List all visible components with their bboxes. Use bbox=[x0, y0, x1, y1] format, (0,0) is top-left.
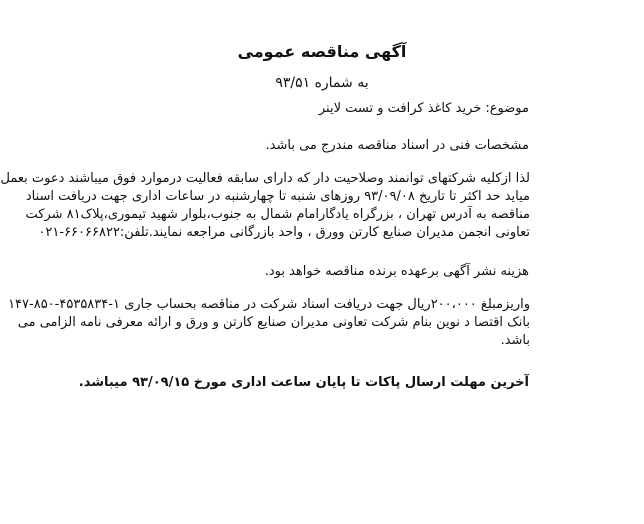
payment-line-2: بانک اقتصا د نوین بنام شرکت تعاونی مدیران صنایع کارتن و ورق و ارائه معرفی نامه الزامی می bbox=[17, 315, 530, 330]
subject-line: موضوع: خرید کاغذ کرافت و تست لاینر bbox=[318, 101, 529, 116]
tender-number: به شماره ۹۳/۵۱ bbox=[275, 75, 369, 91]
payment-line-3: باشد. bbox=[500, 333, 530, 348]
specs-line: مشخصات فنی در اسناد مناقصه مندرج می باشد. bbox=[265, 138, 529, 153]
payment-paragraph bbox=[8, 296, 530, 350]
cost-note: هزینه نشر آگهی برعهده برنده مناقصه خواهد بود. bbox=[264, 264, 529, 279]
invitation-line-1: لذا ازکلیه شرکتهای توانمند وصلاحیت دار که دارای سابقه فعالیت درموارد فوق میباشند دعوت بعمل bbox=[0, 171, 530, 186]
deadline-line: آخرین مهلت ارسال پاکات تا پایان ساعت اداری مورخ ۹۳/۰۹/۱۵ میباشد. bbox=[78, 375, 529, 390]
invitation-line-4: تعاونی انجمن مدیران صنایع کارتن وورق ، واحد بازرگانی مراجعه نمایند.تلفن:۶۶۰۶۶۸۲۲-۰۲۱ bbox=[38, 225, 530, 240]
payment-line-1: واریزمبلغ ۲۰۰،۰۰۰ریال جهت دریافت اسناد شرکت در مناقصه بحساب جاری ۱-۴۵۳۵۸۳۴-۸۵۰-۱۴۷ bbox=[8, 297, 530, 312]
document-title: آگهی مناقصه عمومی bbox=[237, 42, 407, 61]
invitation-line-3: مناقصه به آدرس تهران ، بزرگراه یادگارامام شمال به جنوب،بلوار شهید تیموری،پلاک۸۱ شرکت bbox=[25, 207, 530, 222]
invitation-line-2: میاید حد اکثر تا تاریخ ۹۳/۰۹/۰۸ روزهای شنبه تا چهارشنبه در ساعات اداری جهت دریافت اسناد bbox=[25, 189, 530, 204]
invitation-paragraph bbox=[0, 170, 530, 242]
